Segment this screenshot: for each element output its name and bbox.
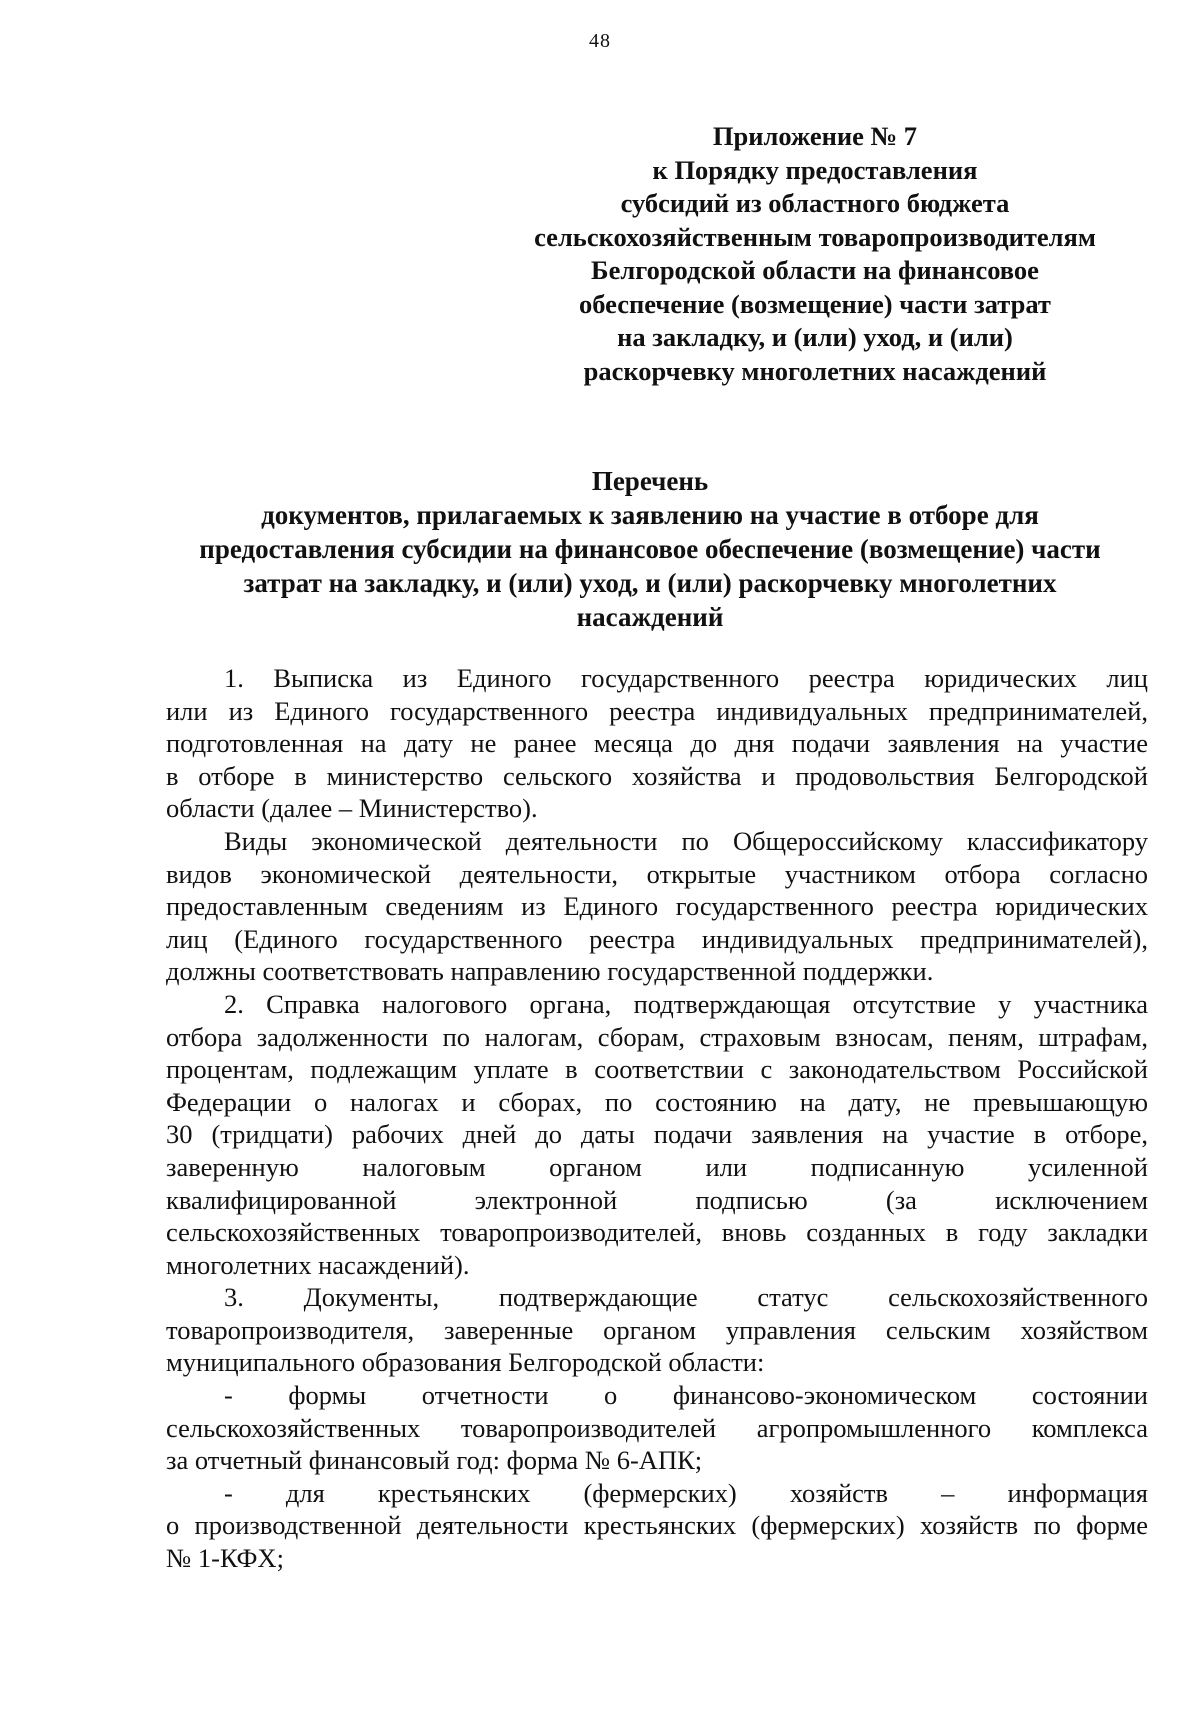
body-line: или из Единого государственного реестра индивидуальных предпринимателей,	[166, 695, 1148, 726]
body-line: Федерации о налогах и сборах, по состоянию на дату, не превышающую	[166, 1086, 1148, 1117]
body-line: сельскохозяйственных товаропроизводителей, вновь созданных в году закладки	[166, 1217, 1148, 1248]
appendix-line: на закладку, и (или) уход, и (или)	[617, 322, 1013, 352]
page-number: 48	[589, 30, 611, 52]
body-line: № 1-КФХ;	[166, 1543, 284, 1574]
body-line: отбора задолженности по налогам, сборам, страховым взносам, пеням, штрафам,	[166, 1021, 1148, 1052]
body-line: многолетних насаждений).	[166, 1249, 470, 1280]
appendix-line: Белгородской области на финансовое	[591, 255, 1039, 285]
appendix-line: субсидий из областного бюджета	[620, 188, 1010, 218]
body-line: 3. Документы, подтверждающие статус сельскохозяйственного	[224, 1282, 1148, 1313]
body-line: лиц (Единого государственного реестра индивидуальных предпринимателей),	[166, 923, 1148, 954]
appendix-line: сельскохозяйственным товаропроизводителям	[534, 221, 1096, 252]
body-line: за отчетный финансовый год: форма № 6-АПК;	[166, 1445, 703, 1476]
body-line: 2. Справка налогового органа, подтверждающая отсутствие у участника	[224, 988, 1148, 1019]
body-line: процентам, подлежащим уплате в соответствии с законодательством Российской	[166, 1054, 1148, 1085]
appendix-line: Приложение № 7	[712, 121, 918, 151]
heading-line: предоставления субсидии на финансовое обеспечение (возмещение) части	[199, 534, 1101, 564]
body-line: области (далее – Министерство).	[166, 793, 538, 824]
heading-title: Перечень	[591, 466, 709, 496]
body-line: о производственной деятельности крестьянских (фермерских) хозяйств по форме	[166, 1510, 1148, 1541]
body-line: сельскохозяйственных товаропроизводителей агропромышленного комплекса	[166, 1412, 1148, 1443]
body-line: 30 (тридцати) рабочих дней до даты подачи заявления на участие в отборе,	[166, 1119, 1148, 1150]
appendix-line: к Порядку предоставления	[652, 154, 978, 185]
document-body	[166, 662, 1148, 1575]
body-line: в отборе в министерство сельского хозяйства и продовольствия Белгородской	[166, 760, 1148, 791]
body-line: - для крестьянских (фермерских) хозяйств – информация	[224, 1477, 1148, 1508]
appendix-header	[490, 120, 1140, 388]
appendix-line: обеспечение (возмещение) части затрат	[579, 288, 1051, 319]
body-line: предоставленным сведениям из Единого государственного реестра юридических	[166, 891, 1148, 922]
document-heading	[160, 464, 1140, 634]
heading-line: документов, прилагаемых к заявлению на участие в отборе для	[261, 500, 1039, 530]
body-line: заверенную налоговым органом или подписанную усиленной	[166, 1151, 1148, 1182]
body-line: товаропроизводителя, заверенные органом управления сельским хозяйством	[166, 1314, 1148, 1345]
body-line: должны соответствовать направлению государственной поддержки.	[166, 956, 934, 987]
body-line: Виды экономической деятельности по Общероссийскому классификатору	[224, 825, 1148, 856]
body-line: 1. Выписка из Единого государственного реестра юридических лиц	[224, 663, 1148, 693]
appendix-line: раскорчевку многолетних насаждений	[583, 355, 1047, 386]
heading-line: затрат на закладку, и (или) уход, и (или) раскорчевку многолетних	[243, 568, 1057, 598]
body-line: муниципального образования Белгородской области:	[166, 1347, 765, 1378]
body-line: - формы отчетности о финансово-экономическом состоянии	[224, 1380, 1148, 1411]
body-line: подготовленная на дату не ранее месяца до дня подачи заявления на участие	[166, 728, 1148, 759]
body-line: квалифицированной электронной подписью (за исключением	[166, 1184, 1148, 1215]
body-line: видов экономической деятельности, открытые участником отбора согласно	[166, 858, 1148, 889]
heading-line: насаждений	[576, 602, 724, 632]
